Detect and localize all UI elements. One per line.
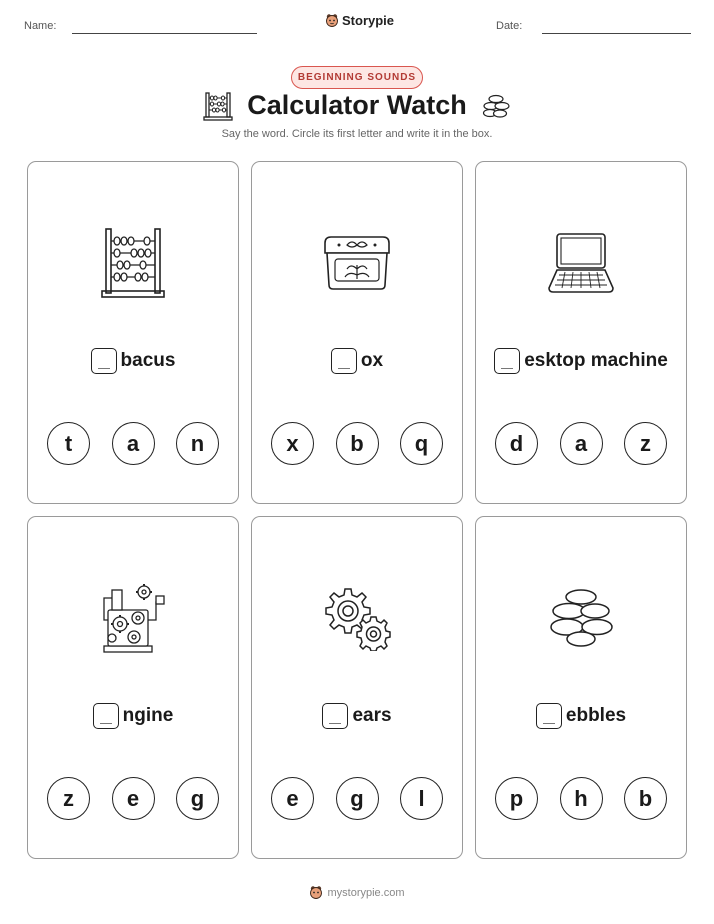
brand-logo: [325, 13, 394, 28]
letter-choice[interactable]: p: [495, 777, 538, 820]
word-rest: esktop machine: [524, 350, 668, 371]
title-row: [0, 90, 714, 121]
topic-badge: BEGINNING SOUNDS: [291, 66, 423, 89]
letter-choice[interactable]: x: [271, 422, 314, 465]
answer-box[interactable]: [494, 348, 520, 374]
word-card-1: [27, 161, 239, 504]
storypie-mascot-icon: [309, 885, 323, 900]
pebbles-icon: [481, 93, 511, 119]
word-card-5: [251, 516, 463, 859]
word-card-2: [251, 161, 463, 504]
answer-box[interactable]: [93, 703, 119, 729]
word-rest: bacus: [120, 350, 176, 371]
footer-url[interactable]: mystorypie.com: [327, 886, 405, 899]
brand-name: Storypie: [342, 13, 395, 28]
name-label: Name:: [24, 20, 57, 32]
laptop-icon: [545, 230, 617, 296]
letter-choice[interactable]: b: [624, 777, 667, 820]
letter-choice[interactable]: a: [112, 422, 155, 465]
word-card-3: [475, 161, 687, 504]
letter-choice[interactable]: q: [400, 422, 443, 465]
answer-box[interactable]: [331, 348, 357, 374]
abacus-icon: [98, 225, 168, 301]
letter-choice[interactable]: g: [336, 777, 379, 820]
pebbles-icon: [545, 587, 617, 649]
footer: [0, 885, 714, 900]
word-rest: ox: [360, 350, 384, 371]
letter-choices: [495, 422, 667, 465]
storypie-mascot-icon: [325, 13, 339, 28]
letter-choice[interactable]: a: [560, 422, 603, 465]
letter-choice[interactable]: e: [112, 777, 155, 820]
letter-choice[interactable]: n: [176, 422, 219, 465]
letter-choice[interactable]: h: [560, 777, 603, 820]
letter-choice[interactable]: l: [400, 777, 443, 820]
letter-choice[interactable]: z: [624, 422, 667, 465]
letter-choice[interactable]: b: [336, 422, 379, 465]
word-card-6: [475, 516, 687, 859]
letter-choices: [47, 422, 219, 465]
date-label: Date:: [496, 20, 523, 32]
instructions: Say the word. Circle its first letter and write it in the box.: [221, 128, 493, 140]
letter-choices: [271, 422, 443, 465]
engine-icon: [98, 580, 168, 656]
word-card-4: [27, 516, 239, 859]
word-rest: ngine: [122, 705, 174, 726]
letter-choice[interactable]: z: [47, 777, 90, 820]
letter-choices: [271, 777, 443, 820]
letter-choices: [495, 777, 667, 820]
letter-choices: [47, 777, 219, 820]
answer-box[interactable]: [536, 703, 562, 729]
gears-icon: [321, 585, 393, 651]
word-rest: ears: [352, 705, 392, 726]
letter-choice[interactable]: e: [271, 777, 314, 820]
box-icon: [319, 233, 395, 293]
date-line[interactable]: [542, 33, 691, 34]
word-rest: ebbles: [565, 705, 627, 726]
letter-choice[interactable]: g: [176, 777, 219, 820]
abacus-icon: [203, 91, 233, 121]
answer-box[interactable]: [322, 703, 348, 729]
answer-box[interactable]: [91, 348, 117, 374]
letter-choice[interactable]: t: [47, 422, 90, 465]
letter-choice[interactable]: d: [495, 422, 538, 465]
name-line[interactable]: [72, 33, 257, 34]
page-title: Calculator Watch: [247, 90, 467, 120]
